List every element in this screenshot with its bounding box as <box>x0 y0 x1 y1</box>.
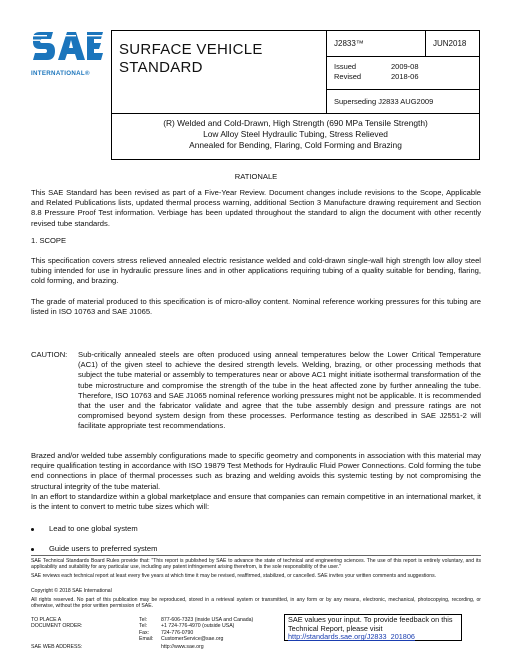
document-title <box>111 114 480 160</box>
order-label: TO PLACE A DOCUMENT ORDER: <box>31 617 83 630</box>
bullet-icon <box>31 548 34 551</box>
feedback-text: SAE values your input. To provide feedback on this <box>288 615 453 624</box>
issue-dates <box>327 57 480 90</box>
rationale-heading: RATIONALE <box>234 172 278 181</box>
web-address-link[interactable]: http://www.sae.org <box>161 644 204 650</box>
sae-logo-tagline: INTERNATIONAL® <box>31 70 90 77</box>
brazed-paragraph: Brazed and/or welded tube assembly configurations made to specific geometry and components in association with this material may require qualification testing in accordance with ISO 19879 Test Methods for Hydraulic Fluid Power Connections. Cold forming the tube end connections in place of thermal processes such as brazing and welding avoids this systemic testing by not compromising the structural integrity of the tube material. <box>31 451 481 491</box>
caution-label: CAUTION: <box>31 350 68 359</box>
footer-rights: All rights reserved. No part of this publication may be reproduced, stored in a retrieval system or transmitted, in any form or by any means, electronic, mechanical, photocopying, recording, or otherwise, without the prior written permission of SAE. <box>31 597 481 610</box>
list-item: Lead to one global system <box>31 524 138 533</box>
footer-review: SAE reviews each technical report at least every five years at which time it may be revised, reaffirmed, stabilized, or cancelled. SAE invites your written comments and suggestions. <box>31 573 437 579</box>
revised-value: 2018-06 <box>391 71 419 81</box>
footer-copyright: Copyright © 2018 SAE International <box>31 588 112 594</box>
title-line: Annealed for Bending, Flaring, Cold Forming and Brazing <box>189 140 402 150</box>
standard-type: SURFACE VEHICLE STANDARD <box>119 41 263 76</box>
standard-type-box <box>111 30 327 114</box>
feedback-link[interactable]: http://standards.sae.org/J2833_201806 <box>288 632 415 642</box>
global-paragraph: In an effort to standardize within a global marketplace and ensure that companies can remain competitive in an international market, it is the intent to convert to metric tube sizes which will: <box>31 492 481 512</box>
footer-rules: SAE Technical Standards Board Rules provide that: "This report is published by SAE to advance the state of technical and engineering sciences. The use of this report is entirely voluntary, and its applicability and suitability for any particular use, including any patent infringement arising therefrom, is the sole responsibility of the user." <box>31 558 481 571</box>
footer-divider <box>31 555 481 556</box>
title-line: (R) Welded and Cold-Drawn, High Strength (690 MPa Tensile Strength) <box>163 118 428 128</box>
issued-value: 2009-08 <box>391 62 419 71</box>
revised-label: Revised <box>334 71 362 81</box>
caution-block <box>31 350 481 432</box>
rationale-paragraph: This SAE Standard has been revised as part of a Five-Year Review. Document changes include revisions to the Scope, Applicable and Related Publications lists, updated thermal process warning, additional Section 3 Manufacture drawing requirement and Section 8.8 Pressure Proof Test information. Verbiage has been updated throughout the standard to align the document with other recently revised tube standards. <box>31 188 481 228</box>
order-row-values: 877-606-7323 (inside USA and Canada) +1 724-776-4970 (outside USA) 724-776-0790 CustomerService@sae.org <box>161 617 254 643</box>
issued-label: Issued <box>334 62 357 71</box>
scope-heading: 1. SCOPE <box>31 236 67 245</box>
web-address-label: SAE WEB ADDRESS: <box>31 644 83 650</box>
doc-date: JUN2018 <box>426 30 480 57</box>
scope-paragraph-1: This specification covers stress relieved annealed electric resistance welded and cold-drawn single-wall high strength low alloy steel tubing intended for use in hydraulic pressure lines and in other applications requiring tubing of a quality suitable for bending, flaring, cold forming, and brazing. <box>31 256 481 286</box>
list-item: Guide users to preferred system <box>31 544 157 553</box>
caution-text: Sub-critically annealed steels are often produced using anneal temperatures below the Lower Critical Temperature (AC1) of the given steel to achieve the desired strength levels. Welding, brazing, or other processing methods that subject the tube material or assembly to temperatures near or above AC1 might initiate isothermal transformation of the tube microstructure and compromise the strength of the tube in the heat affected zone by further annealing the tube. Therefore, ISO 10763 and SAE J1065 nominal reference working pressures might not be applicable. It is recommended that the user and the fabricator validate and agree that the tube assembly design and pressure ratings are not compromised beyond system design from these processes. Performance testing as described in SAE J2551-2 will facilitate appropriate test recommendations. <box>78 350 481 431</box>
scope-paragraph-2: The grade of material produced to this specification is of micro-alloy content. Nominal reference working pressures for this tubing are listed in ISO 10763 and SAE J1065. <box>31 297 481 317</box>
feedback-text: Technical Report, please visit <box>288 623 383 633</box>
doc-number: J2833™ <box>327 30 426 57</box>
feedback-box <box>284 614 462 641</box>
title-line: Low Alloy Steel Hydraulic Tubing, Stress Relieved <box>203 129 388 139</box>
bullet-icon <box>31 528 34 531</box>
order-row-labels: Tel: Tel: Fax: Email: <box>139 617 154 643</box>
superseding-note: Superseding J2833 AUG2009 <box>327 90 480 114</box>
